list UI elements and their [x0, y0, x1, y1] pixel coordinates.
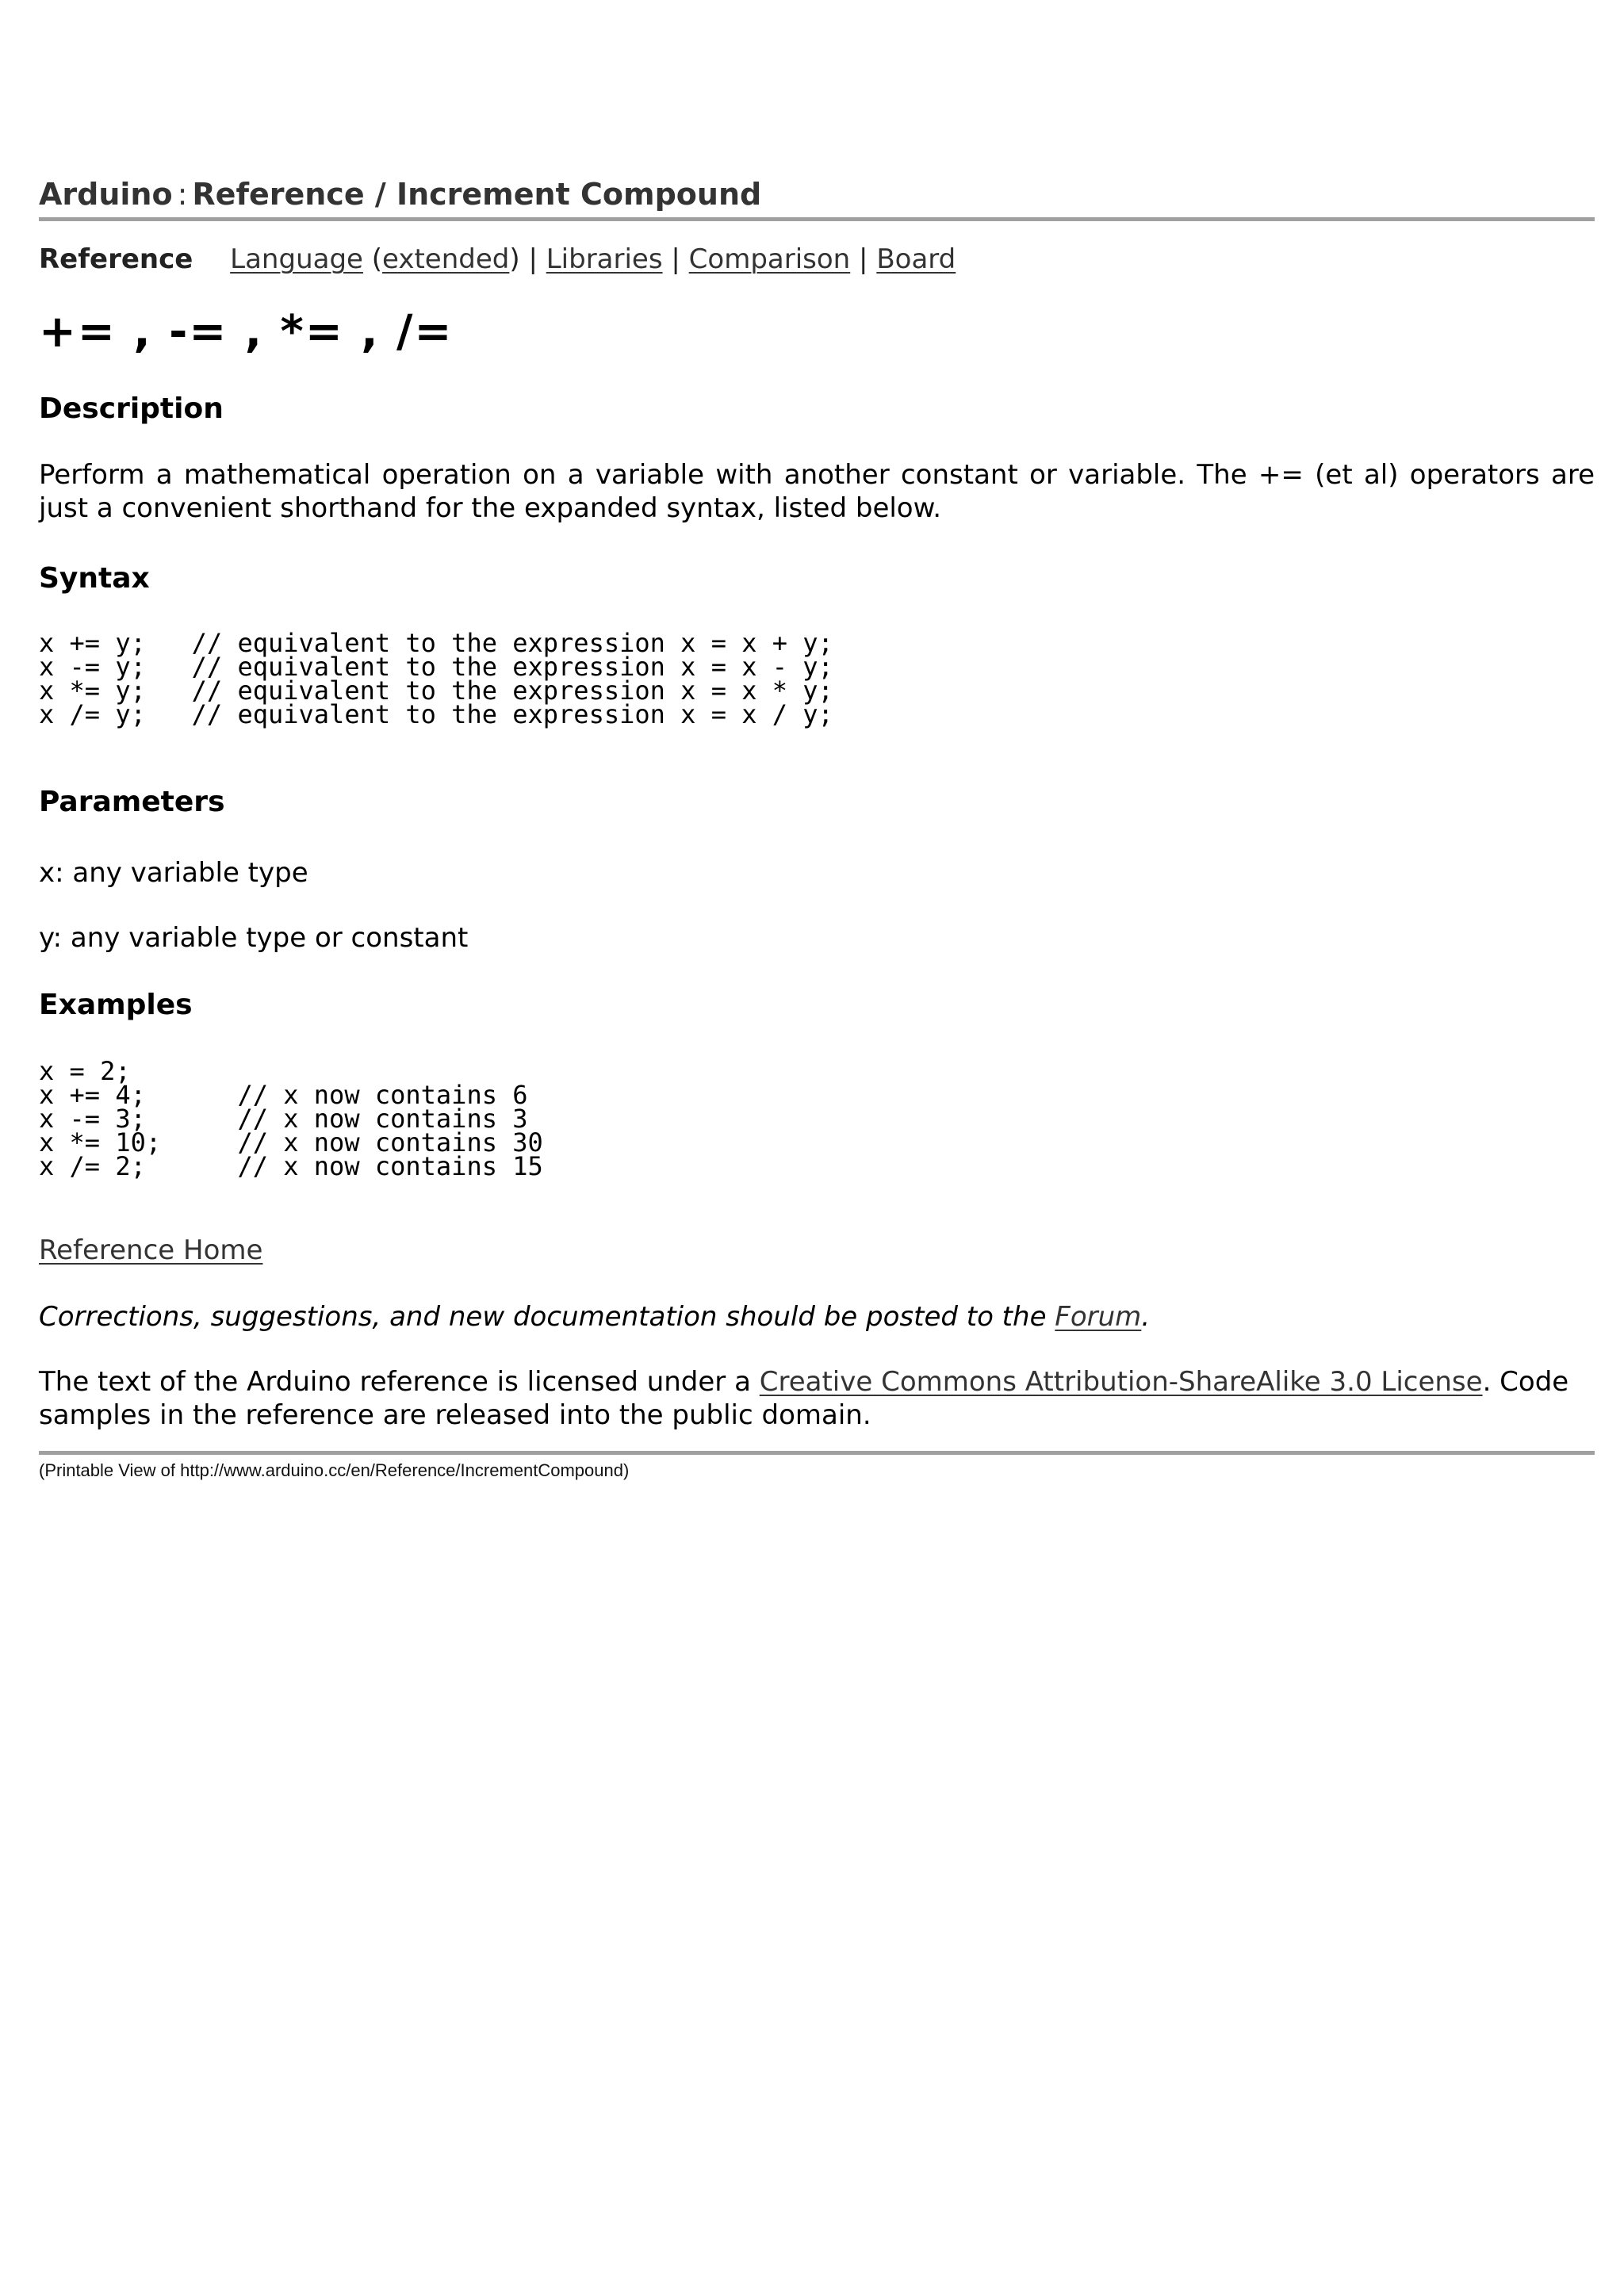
- printable-view-note: (Printable View of http://www.arduino.cc/en/Reference/IncrementCompound): [39, 1460, 630, 1480]
- syntax-code-block: x += y; // equivalent to the expression x = x + y; x -= y; // equivalent to the expression x = x - y; x *= y; // equivalent to the expression x = x * y; x /= y; // equivalent to the expression x = x / y;: [39, 628, 833, 729]
- page-path: Reference / Increment Compound: [192, 177, 762, 212]
- nav-link-extended[interactable]: extended: [382, 243, 510, 275]
- license-suffix: . Code samples in the reference are released into the public domain.: [39, 1366, 1569, 1431]
- site-name: Arduino: [39, 177, 173, 212]
- param-y: y: any variable type or constant: [39, 922, 469, 954]
- nav-separator: |: [859, 243, 868, 275]
- corrections-text: Corrections, suggestions, and new documentation should be posted to the: [39, 1301, 1047, 1333]
- license-prefix: The text of the Arduino reference is licensed under a: [39, 1366, 751, 1398]
- header-separator: :: [177, 177, 188, 212]
- reference-home-line: [39, 1234, 1595, 1267]
- reference-nav: [39, 242, 956, 277]
- reference-home-link[interactable]: Reference Home: [39, 1234, 263, 1266]
- forum-link[interactable]: Forum: [1055, 1301, 1142, 1333]
- license-note: [39, 1365, 1595, 1432]
- page-header: [39, 176, 1595, 221]
- nav-separator: |: [671, 243, 680, 275]
- nav-separator: |: [528, 243, 538, 275]
- corrections-note: [39, 1300, 1595, 1334]
- nav-link-board[interactable]: Board: [876, 243, 956, 275]
- nav-open-paren: (: [371, 243, 383, 275]
- parameters-heading: Parameters: [39, 786, 225, 818]
- nav-link-libraries[interactable]: Libraries: [546, 243, 663, 275]
- corrections-period: .: [1141, 1301, 1151, 1333]
- nav-link-language[interactable]: Language: [230, 243, 363, 275]
- examples-code-block: x = 2; x += 4; // x now contains 6 x -= 3; // x now contains 3 x *= 10; // x now contains 30 x /= 2; // x now contains 15: [39, 1056, 543, 1181]
- param-x: x: any variable type: [39, 857, 308, 889]
- nav-close-paren: ): [509, 243, 520, 275]
- examples-heading: Examples: [39, 989, 193, 1021]
- description-heading: Description: [39, 392, 224, 425]
- description-text: Perform a mathematical operation on a variable with another constant or variable. The += (et al) operators are just a convenient shorthand for the expanded syntax, listed below.: [39, 459, 1595, 524]
- nav-link-comparison[interactable]: Comparison: [688, 243, 851, 275]
- page-title: += , -= , *= , /=: [39, 306, 454, 358]
- license-link[interactable]: Creative Commons Attribution-ShareAlike 3.0 License: [759, 1366, 1483, 1398]
- syntax-heading: Syntax: [39, 562, 150, 595]
- footer-divider: [39, 1451, 1595, 1455]
- nav-label: Reference: [39, 243, 193, 275]
